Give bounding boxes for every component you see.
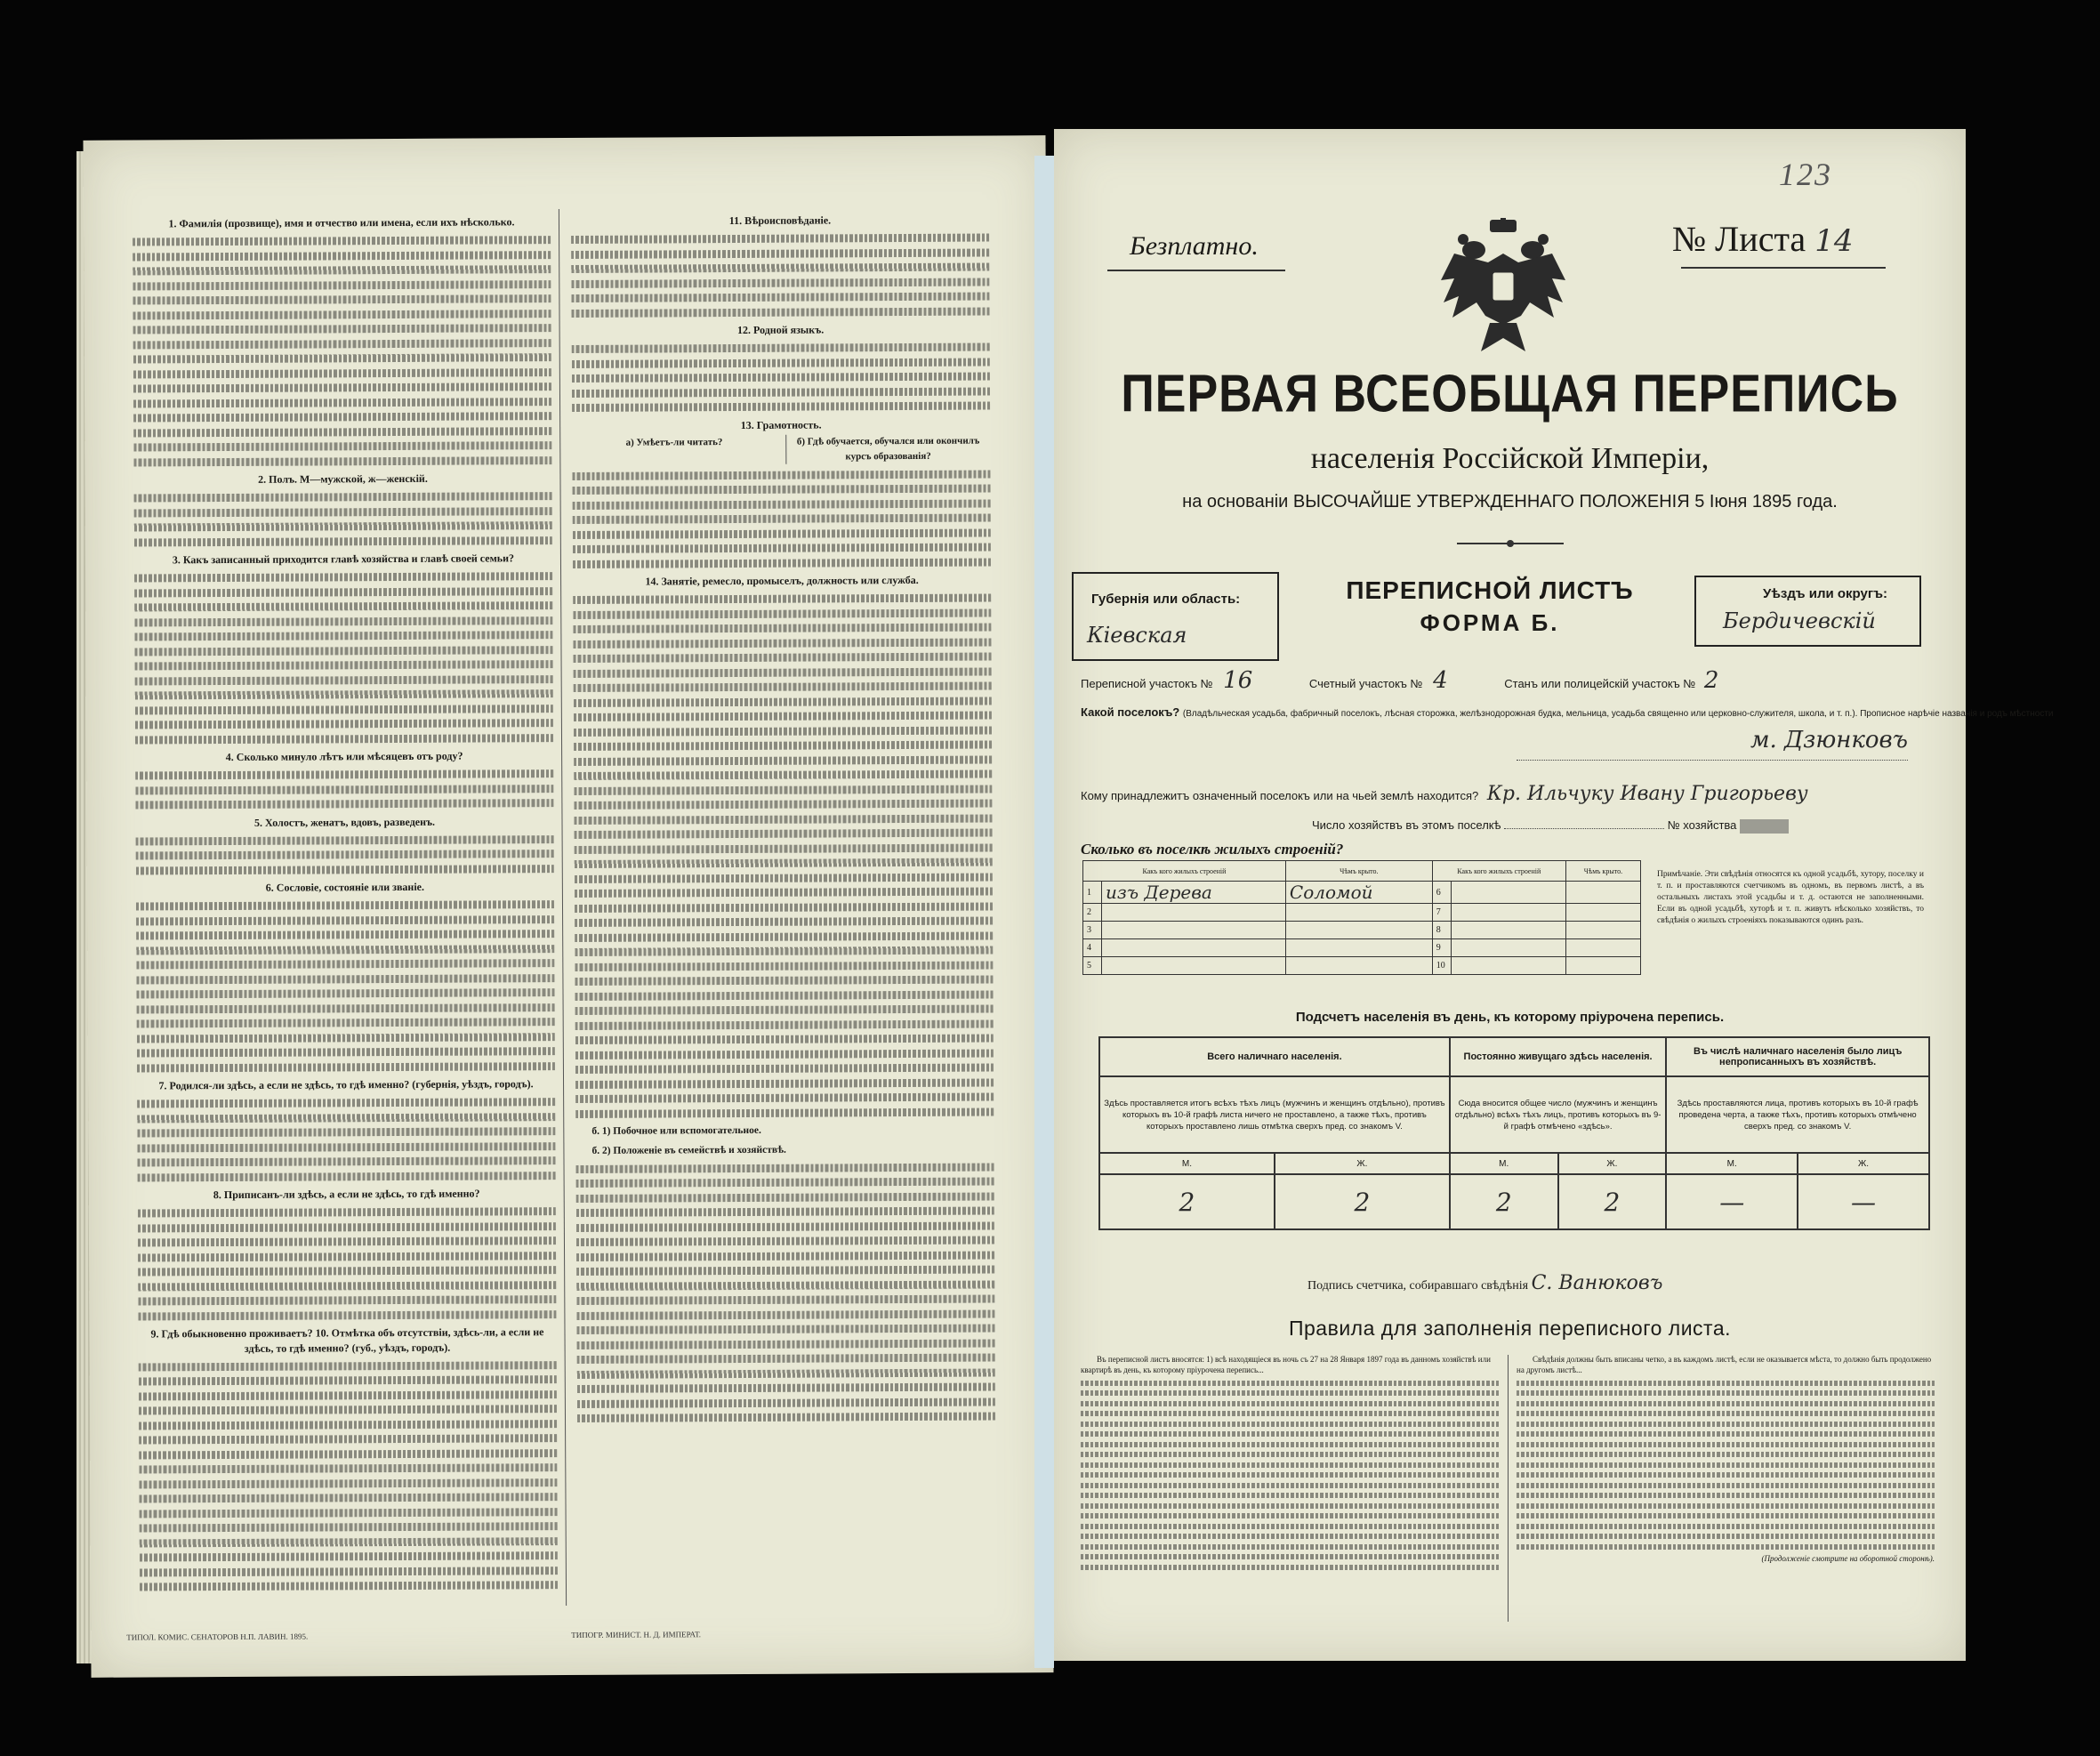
household-no-label: № хозяйства	[1667, 818, 1737, 832]
sheet-number-value: 14	[1814, 223, 1854, 259]
signature-value: С. Ванюковъ	[1531, 1272, 1663, 1294]
left-page	[83, 135, 1053, 1678]
volost-label: Станъ или полицейскій участокъ №	[1504, 677, 1696, 690]
sheet-number	[1672, 218, 1853, 260]
houses-header-2: Чѣмъ крыто.	[1285, 861, 1432, 882]
count-desc-unregistered: Здѣсь проставляются лица, противъ которыхъ въ 10-й графѣ проведена черта, а также тѣхъ, противъ которыхъ отмѣчено сверхъ пред. со знакомъ V.	[1666, 1076, 1929, 1153]
count-desc-resident: Сюда вносится общее число (мужчинъ и женщинъ отдѣльно) всѣхъ тѣхъ лицъ, противъ которыхъ въ 9-й графѣ отмѣчено «здѣсь».	[1450, 1076, 1666, 1153]
heading-9: 9. Гдѣ обыкновенно проживаетъ? 10. Отмѣтка объ отсутствіи, здѣсь-ли, а если не здѣсь, то гдѣ именно? (губ., уѣздъ, городъ).	[150, 1325, 544, 1355]
houses-header-1: Какъ кого жилыхъ строеній	[1083, 861, 1286, 882]
table-row: 3 8	[1083, 922, 1641, 939]
table-row: 4 9	[1083, 939, 1641, 957]
archive-number: 123	[1779, 157, 1832, 192]
houses-title: Сколько въ поселкѣ жилыхъ строеній?	[1081, 841, 1344, 858]
households-row	[1312, 818, 1935, 834]
enumerator-signature	[1307, 1272, 1662, 1294]
count-unregistered-female: —	[1798, 1174, 1929, 1229]
rules-intro: Въ переписной листъ вносятся: 1) всѣ находящіеся въ ночь съ 27 на 28 Января 1897 года въ данномъ хозяйствѣ или квартирѣ въ день, къ которому пріурочена перепись...	[1081, 1355, 1491, 1374]
question-13a: а) Умѣетъ-ли читать?	[625, 437, 723, 448]
sub-heading-1: б. 1) Побочное или вспомогательное.	[591, 1124, 761, 1137]
district-label: Переписной участокъ №	[1081, 677, 1213, 690]
sheet-underline	[1681, 267, 1886, 269]
uezd-box	[1694, 576, 1921, 647]
count-desc-present: Здѣсь проставляется итогъ всѣхъ тѣхъ лицъ (мужчинъ и женщинъ отдѣльно), противъ которыхъ въ 10-й графѣ листа ничего не проставлено, а также тѣхъ, противъ которыхъ проставлено лишь отмѣтка сверхъ пред. со знакомъ V.	[1099, 1076, 1450, 1153]
count-unregistered-male: —	[1666, 1174, 1798, 1229]
left-column-2	[571, 207, 996, 1606]
heading-6: 6. Сословіе, состояніе или званіе.	[265, 880, 425, 894]
rules-right-intro: Свѣдѣнія должны быть вписаны четко, а въ каждомъ листѣ, если не оказывается мѣста, то должно быть продолжено на другомъ листѣ...	[1517, 1355, 1932, 1374]
table-row: 5 10	[1083, 957, 1641, 975]
owner-row	[1081, 783, 1935, 805]
signature-label: Подпись счетчика, собиравшаго свѣдѣнія	[1307, 1279, 1529, 1293]
population-count-table: Всего наличнаго населенія. Постоянно живущаго здѣсь населенія. Въ числѣ наличнаго населенія было лицъ непрописанныхъ въ хозяйствѣ. Здѣсь проставляется итогъ всѣхъ тѣхъ лицъ (мужчинъ и женщинъ отдѣльно), противъ которыхъ въ 10-й графѣ листа ничего не проставлено, а также тѣхъ, противъ которыхъ проставлено лишь отмѣтка сверхъ пред. со знакомъ V. Сюда вносится общее число (мужчинъ и женщинъ отдѣльно) всѣхъ тѣхъ лицъ, противъ которыхъ въ 9-й графѣ отмѣчено «здѣсь». Здѣсь проставляются лица, противъ которыхъ въ 10-й графѣ проведена черта, а также тѣхъ, противъ которыхъ отмѣчено сверхъ пред. со знакомъ V. М. Ж. М. Ж. М. Ж. 2 2 2 2 — —	[1098, 1036, 1930, 1230]
double-headed-eagle-icon	[1436, 218, 1570, 360]
form-title: ПЕРЕПИСНОЙ ЛИСТЪ	[1346, 576, 1634, 604]
sheet-number-label: № Листа	[1672, 219, 1806, 259]
ornament-divider	[1452, 538, 1568, 549]
heading-12: 12. Родной языкъ.	[736, 323, 825, 336]
houses-table	[1082, 860, 1641, 975]
owner-value: Кр. Ильчуку Ивану Григорьеву	[1486, 783, 1808, 805]
volost-value: 2	[1703, 667, 1719, 694]
house-roof: Соломой	[1285, 882, 1432, 904]
table-row: 1 изъ Дерева Соломой 6	[1083, 882, 1641, 904]
population-count-title: Подсчетъ населенія въ день, къ которому пріурочена перепись.	[1295, 1010, 1725, 1025]
question-13b: б) Гдѣ обучается, обучался или окончилъ курсъ образованія?	[785, 434, 991, 464]
census-title: ПЕРВАЯ ВСЕОБЩАЯ ПЕРЕПИСЬ	[1121, 364, 1899, 424]
uezd-value: Бердичевскій	[1723, 608, 1876, 633]
sub-heading-2: б. 2) Положеніе въ семействѣ и хозяйствѣ.	[591, 1144, 786, 1156]
houses-header-3: Какъ кого жилыхъ строеній	[1432, 861, 1565, 882]
left-footer-1: ТИПОЛ. КОМИС. СЕНАТОРОВ Н.П. ЛАВИН. 1895.	[126, 1631, 309, 1642]
redacted-box	[1740, 819, 1789, 834]
rules-continued: (Продолженіе смотрите на оборотной сторонѣ).	[1761, 1554, 1935, 1563]
gubernia-value: Кіевская	[1087, 623, 1187, 648]
heading-2: 2. Полъ. М—мужской, ж—женскій.	[258, 471, 428, 486]
count-district-value: 4	[1433, 667, 1448, 694]
rules-column-1	[1081, 1355, 1499, 1639]
settlement-label: Какой поселокъ?	[1081, 705, 1180, 719]
left-footer-2: ТИПОГР. МИНИСТ. Н. Д. ИМПЕРАТ.	[571, 1630, 702, 1639]
count-resident-female: 2	[1558, 1174, 1667, 1229]
heading-11: 11. Вѣроисповѣданіе.	[728, 213, 832, 228]
count-present-male: 2	[1099, 1174, 1275, 1229]
settlement-hint: (Владѣльческая усадьба, фабричный поселокъ, лѣсная сторожка, желѣзнодорожная будка, мельница, усадьба священно или церковно-служителя, школа, и т. п.). Прописное нарѣчіе названія и родъ мѣстности	[1182, 709, 2054, 719]
heading-3: 3. Какъ записанный приходится главѣ хозяйства и главѣ своей семьи?	[172, 552, 515, 567]
count-header-present: Всего наличнаго населенія.	[1099, 1037, 1450, 1076]
count-district-label: Счетный участокъ №	[1308, 677, 1423, 690]
census-form-page	[1054, 129, 2054, 1661]
houses-header-4: Чѣмъ крыто.	[1565, 861, 1640, 882]
heading-1: 1. Фамилія (прозвище), имя и отчество или имена, если ихъ нѣсколько.	[168, 215, 515, 230]
owner-label: Кому принадлежитъ означенный поселокъ или на чьей землѣ находится?	[1081, 789, 1479, 802]
count-resident-male: 2	[1450, 1174, 1558, 1229]
free-label: Безплатно.	[1130, 231, 1259, 261]
rules-title: Правила для заполненія переписного листа.	[1288, 1317, 1732, 1340]
house-material: изъ Дерева	[1102, 882, 1286, 904]
settlement-value: м. Дзюнковъ	[1750, 727, 1908, 753]
free-underline	[1107, 270, 1285, 271]
heading-7: 7. Родился-ли здѣсь, а если не здѣсь, то гдѣ именно? (губернія, уѣздъ, городъ).	[158, 1077, 534, 1092]
left-column-1	[133, 209, 558, 1607]
form-letter: ФОРМА Б.	[1420, 609, 1560, 636]
district-row	[1081, 667, 1935, 694]
count-present-female: 2	[1275, 1174, 1450, 1229]
heading-5: 5. Холостъ, женатъ, вдовъ, разведенъ.	[253, 815, 436, 829]
column-rule	[559, 209, 567, 1606]
gubernia-box	[1072, 572, 1279, 661]
census-basis: на основаніи ВЫСОЧАЙШЕ УТВЕРЖДЕННАГО ПОЛОЖЕНІЯ 5 Іюня 1895 года.	[1182, 492, 1838, 511]
count-header-resident: Постоянно живущаго здѣсь населенія.	[1450, 1037, 1666, 1076]
heading-4: 4. Сколько минуло лѣтъ или мѣсяцевъ отъ роду?	[225, 749, 463, 764]
district-value: 16	[1223, 667, 1253, 694]
heading-13: 13. Грамотность.	[740, 418, 822, 431]
gubernia-label: Губернія или область:	[1091, 592, 1241, 607]
settlement-row	[1081, 705, 2054, 719]
count-header-unregistered: Въ числѣ наличнаго населенія было лицъ непрописанныхъ въ хозяйствѣ.	[1666, 1037, 1929, 1076]
rules-column-2	[1517, 1355, 1935, 1639]
book-gutter	[1034, 156, 1054, 1668]
settlement-value-row	[1081, 727, 1908, 753]
households-label: Число хозяйствъ въ этомъ поселкѣ	[1312, 818, 1501, 832]
settlement-dotline	[1517, 759, 1908, 761]
census-subtitle: населенія Россійской Имперіи,	[1310, 442, 1710, 475]
heading-14: 14. Занятіе, ремесло, промыселъ, должность или служба.	[645, 573, 919, 588]
table-row: 2 7	[1083, 904, 1641, 922]
houses-note: Примѣчаніе. Эти свѣдѣнія относятся къ одной усадьбѣ, хутору, поселку и т. п. и проставляются счетчикомъ въ одномъ, въ первомъ листѣ, а въ остальныхъ листахъ этой усадьбы и т. д. остаются не заполненными. Если въ одной усадьбѣ, хуторѣ и т. п. живутъ нѣсколько хозяйствъ, то свѣдѣнія о жилыхъ строеніяхъ показываются одинъ разъ.	[1657, 870, 1924, 925]
uezd-label: Уѣздъ или округъ:	[1763, 586, 1888, 601]
heading-8: 8. Приписанъ-ли здѣсь, а если не здѣсь, то гдѣ именно?	[213, 1187, 480, 1202]
rules-column-rule	[1508, 1355, 1509, 1622]
